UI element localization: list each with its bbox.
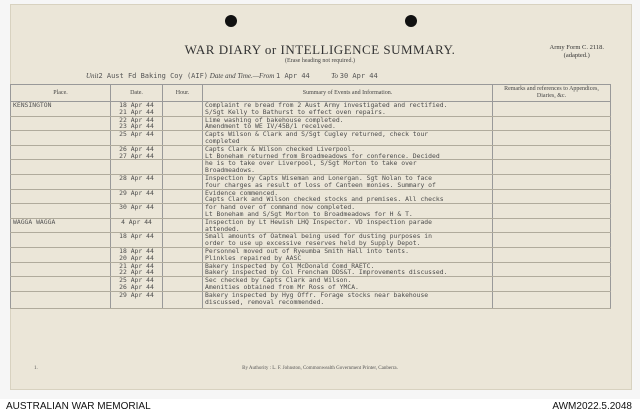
place-cell <box>11 174 111 189</box>
summary-cell: Personnel moved out of Ryeumba Smith Hall into tents. Plinkles repaired by AASC <box>203 247 493 262</box>
form-ref-line: Army Form C. 2118. <box>549 44 604 51</box>
place-cell <box>11 204 111 219</box>
date-cell: 21 Apr 44 22 Apr 44 <box>111 262 163 277</box>
remarks-cell <box>493 102 611 117</box>
unit-value: 2 Aust Fd Baking Coy (AIF) <box>98 72 209 80</box>
to-date: 30 Apr 44 <box>339 72 378 80</box>
document-subtitle: (Erase heading not required.) <box>285 58 355 64</box>
table-row <box>11 174 611 189</box>
table-row <box>11 189 611 204</box>
date-time-label: Date and Time.—From <box>209 72 275 80</box>
place-cell: WAGGA WAGGA <box>11 218 111 233</box>
remarks-cell <box>493 131 611 146</box>
summary-cell: for hand over of command now completed. Lt Boneham and S/Sgt Morton to Broadmeadows for H & T. <box>203 204 493 219</box>
hour-cell <box>163 262 203 277</box>
diary-table <box>10 84 611 309</box>
date-cell: 25 Apr 44 26 Apr 44 <box>111 277 163 292</box>
printer-credit: By Authority : L. F. Johnston, Commonwealth Government Printer, Canberra. <box>242 366 398 371</box>
date-cell: 22 Apr 44 23 Apr 44 <box>111 116 163 131</box>
summary-cell: Small amounts of Oatmeal being used for dusting purposes in order to use up excessive reserves held by Supply Depot. <box>203 233 493 248</box>
header-remarks: Remarks and references to Appendices, Diaries, &c. <box>493 85 611 102</box>
table-header-row <box>11 85 611 102</box>
army-form-reference <box>550 44 604 60</box>
summary-cell: Complaint re bread from 2 Aust Army investigated and rectified. S/Sgt Kelly to Bathurst to effect oven repairs. <box>203 102 493 117</box>
place-cell <box>11 189 111 204</box>
from-date: 1 Apr 44 <box>276 72 310 80</box>
archive-name: AUSTRALIAN WAR MEMORIAL <box>6 401 151 412</box>
table-row <box>11 262 611 277</box>
punch-hole <box>225 15 237 27</box>
date-cell: 30 Apr 44 <box>111 204 163 219</box>
hour-cell <box>163 291 203 308</box>
table-row <box>11 102 611 117</box>
table-row <box>11 277 611 292</box>
hour-cell <box>163 145 203 160</box>
header-place: Place. <box>11 85 111 102</box>
hour-cell <box>163 131 203 146</box>
summary-cell: Capts Wilson & Clark and S/Sgt Cugley returned, check tour completed <box>203 131 493 146</box>
date-cell: 25 Apr 44 <box>111 131 163 146</box>
table-row <box>11 131 611 146</box>
remarks-cell <box>493 218 611 233</box>
remarks-cell <box>493 189 611 204</box>
hour-cell <box>163 189 203 204</box>
header-hour: Hour. <box>163 85 203 102</box>
remarks-cell <box>493 160 611 175</box>
header-summary: Summary of Events and Information. <box>203 85 493 102</box>
summary-cell: Capts Clark & Wilson checked Liverpool. Lt Boneham returned from Broadmeadows for conference. Decided <box>203 145 493 160</box>
punch-hole <box>405 15 417 27</box>
date-cell: 28 Apr 44 <box>111 174 163 189</box>
place-cell <box>11 277 111 292</box>
place-cell <box>11 262 111 277</box>
summary-cell: he is to take over Liverpool, S/Sgt Morton to take over Broadmeadows. <box>203 160 493 175</box>
remarks-cell <box>493 247 611 262</box>
date-cell: 18 Apr 44 21 Apr 44 <box>111 102 163 117</box>
date-cell: 29 Apr 44 <box>111 291 163 308</box>
summary-cell: Evidence commenced. Capts Clark and Wilson checked stocks and premises. All checks <box>203 189 493 204</box>
table-row <box>11 204 611 219</box>
hour-cell <box>163 116 203 131</box>
place-cell <box>11 116 111 131</box>
remarks-cell <box>493 204 611 219</box>
place-cell <box>11 233 111 248</box>
summary-cell: Lime washing of bakehouse completed. Amendment to WE IV/45B/1 received. <box>203 116 493 131</box>
diary-entries <box>11 102 611 309</box>
remarks-cell <box>493 233 611 248</box>
table-row <box>11 145 611 160</box>
page-number: 1. <box>34 366 38 371</box>
place-cell <box>11 145 111 160</box>
place-cell <box>11 131 111 146</box>
unit-line <box>86 72 378 80</box>
table-row <box>11 247 611 262</box>
date-cell: 18 Apr 44 20 Apr 44 <box>111 247 163 262</box>
date-cell: 29 Apr 44 <box>111 189 163 204</box>
archive-caption-bar <box>0 399 640 416</box>
hour-cell <box>163 277 203 292</box>
date-cell: 4 Apr 44 <box>111 218 163 233</box>
place-cell <box>11 247 111 262</box>
hour-cell <box>163 204 203 219</box>
hour-cell <box>163 102 203 117</box>
hour-cell <box>163 174 203 189</box>
remarks-cell <box>493 262 611 277</box>
to-label: To <box>331 72 339 80</box>
hour-cell <box>163 218 203 233</box>
place-cell <box>11 160 111 175</box>
date-cell: 18 Apr 44 <box>111 233 163 248</box>
summary-cell: Bakery inspected by Hyg Offr. Forage stocks near bakehouse discussed, removal recommended. <box>203 291 493 308</box>
table-row <box>11 233 611 248</box>
archive-reference: AWM2022.5.2048 <box>552 401 632 412</box>
remarks-cell <box>493 116 611 131</box>
remarks-cell <box>493 145 611 160</box>
date-cell <box>111 160 163 175</box>
header-date: Date. <box>111 85 163 102</box>
table-row <box>11 291 611 308</box>
form-ref-line: (adapted.) <box>563 52 590 59</box>
date-cell: 26 Apr 44 27 Apr 44 <box>111 145 163 160</box>
summary-cell: Inspection by Capts Wiseman and Lonergan. Sgt Nolan to face four charges as result of loss of Canteen monies. Summary of <box>203 174 493 189</box>
place-cell <box>11 291 111 308</box>
table-row <box>11 218 611 233</box>
remarks-cell <box>493 277 611 292</box>
hour-cell <box>163 247 203 262</box>
summary-cell: Sec checked by Capts Clark and Wilson. Amenities obtained from Mr Ross of YMCA. <box>203 277 493 292</box>
remarks-cell <box>493 174 611 189</box>
unit-label: Unit <box>86 72 99 80</box>
table-row <box>11 160 611 175</box>
summary-cell: Inspection by Lt Hewish LHQ Inspector. VD inspection parade attended. <box>203 218 493 233</box>
hour-cell <box>163 160 203 175</box>
place-cell: KENSINGTON <box>11 102 111 117</box>
document-title: WAR DIARY or INTELLIGENCE SUMMARY. <box>184 42 456 57</box>
table-row <box>11 116 611 131</box>
remarks-cell <box>493 291 611 308</box>
summary-cell: Bakery inspected by Col McDonald Comd RAETC. Bakery inspected by Col Frencham DDS&T. Improvements discussed. <box>203 262 493 277</box>
hour-cell <box>163 233 203 248</box>
